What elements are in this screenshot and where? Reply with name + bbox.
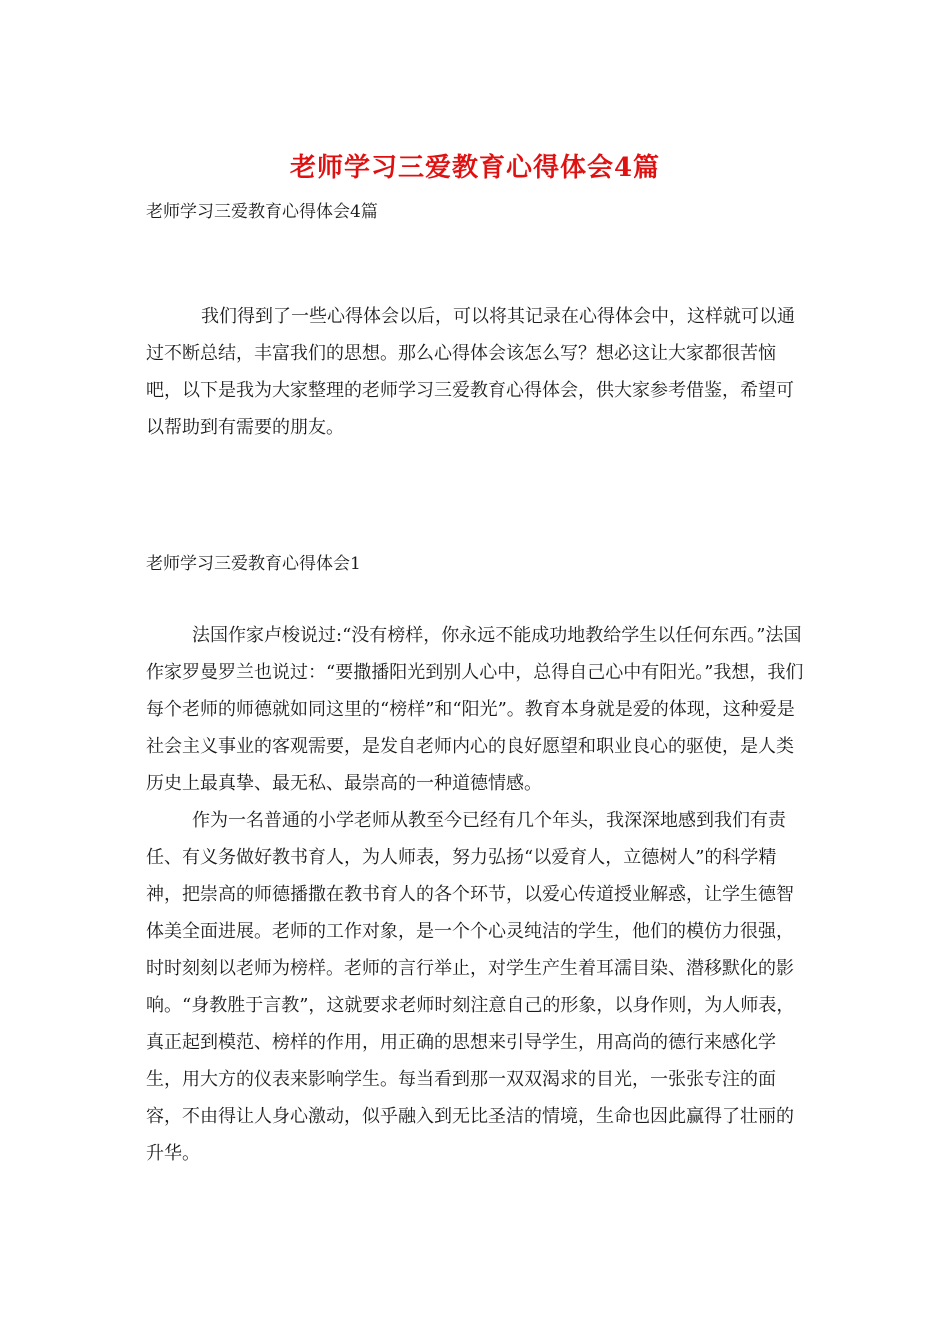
section-heading-1: 老师学习三爱教育心得体会1 bbox=[146, 554, 361, 574]
document-title: 老师学习三爱教育心得体会4篇 bbox=[289, 153, 661, 183]
body-paragraph: 作为一名普通的小学老师从教至今已经有几个年头，我深深地感到我们有责任、有义务做好教书育人，为人师表，努力弘扬“以爱育人，立德树人”的科学精神，把崇高的师德播撒在教书育人的各个环节，以爱心传道授业解惑，让学生德智体美全面进展。老师的工作对象，是一个个心灵纯洁的学生，他们的模仿力很强，时时刻刻以老师为榜样。老师的言行举止，对学生产生着耳濡目染、潜移默化的影响。“身教胜于言教”，这就要求老师时刻注意自己的形象，以身作则，为人师表，真正起到模范、榜样的作用，用正确的思想来引导学生，用高尚的德行来感化学生，用大方的仪表来影响学生。每当看到那一双双渴求的目光，一张张专注的面容，不由得让人身心激动，似乎融入到无比圣洁的情境，生命也因此赢得了壮丽的升华。 bbox=[146, 810, 795, 1164]
section-body-1 bbox=[146, 617, 806, 1172]
body-paragraph: 法国作家卢梭说过:“没有榜样，你永远不能成功地教给学生以任何东西。”法国作家罗曼罗兰也说过：“要撒播阳光到别人心中，总得自己心中有阳光。”我想，我们每个老师的师德就如同这里的“榜样”和“阳光”。教育本身就是爱的体现，这种爱是社会主义事业的客观需要，是发自老师内心的良好愿望和职业良心的驱使，是人类历史上最真挚、最无私、最崇高的一种道德情感。 bbox=[146, 625, 804, 794]
document-subtitle: 老师学习三爱教育心得体会4篇 bbox=[146, 202, 378, 222]
intro-paragraph: 我们得到了一些心得体会以后，可以将其记录在心得体会中，这样就可以通过不断总结，丰富我们的思想。那么心得体会该怎么写？想必这让大家都很苦恼吧，以下是我为大家整理的老师学习三爱教育心得体会，供大家参考借鉴，希望可以帮助到有需要的朋友。 bbox=[146, 306, 795, 438]
